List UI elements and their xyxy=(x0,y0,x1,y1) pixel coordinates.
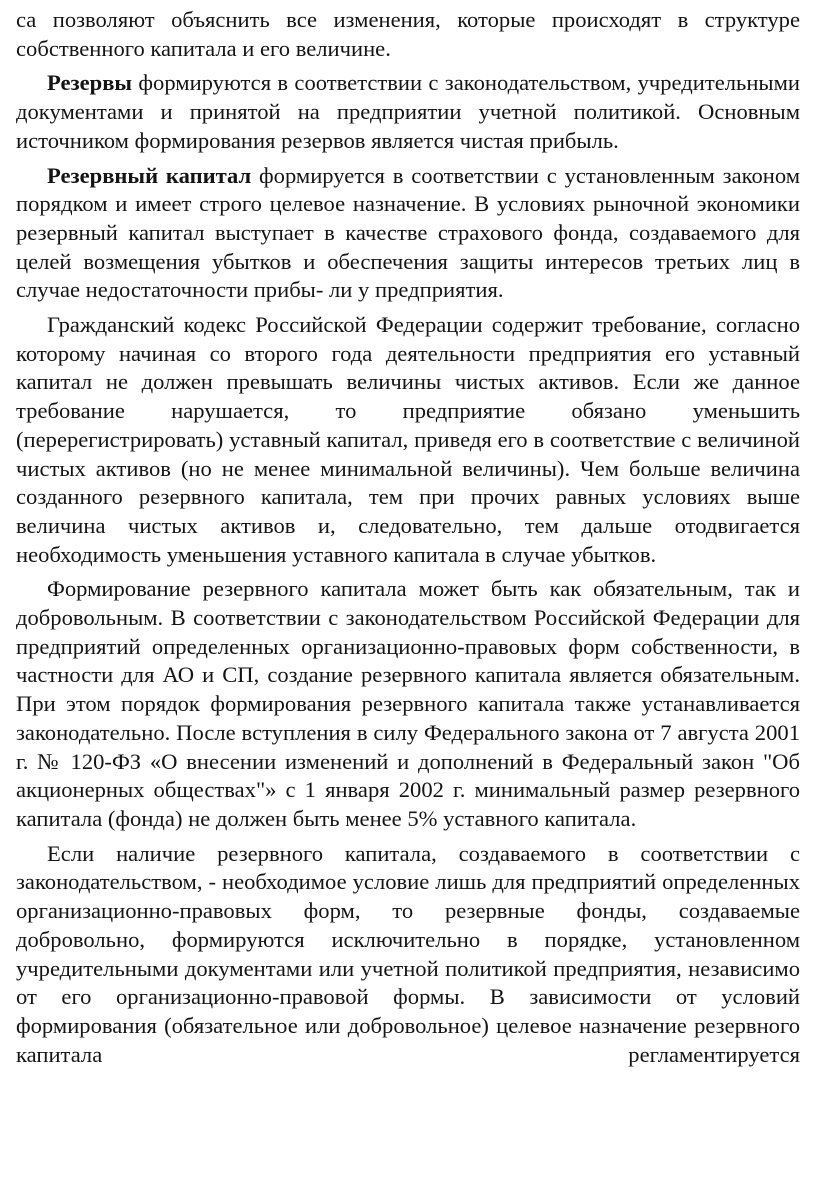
paragraph-text: Формирование резервного капитала может быть как обязательным, так и добровольным. В соответствии с законодательством Российской Федерации для предприятий определенных организационно-правовых форм собственности, в частности для АО и СП, создание резервного капитала является обязательным. При этом порядок формирования резервного капитала также устанавливается законодательно. После вступления в силу Федерального закона от 7 августа 2001 г. № 120-ФЗ «О внесении изменений и дополнений в Федеральный закон "Об акционерных обществах"» с 1 января 2002 г. минимальный размер резервного капитала (фонда) не должен быть менее 5% уставного капитала. xyxy=(16,576,800,831)
paragraph-voluntary-funds xyxy=(16,840,800,1070)
paragraph-reserves xyxy=(16,69,800,155)
paragraph-text: Если наличие резервного капитала, создаваемого в соответствии с законодательством, - необходимое условие лишь для предприятий определенных организационно-правовых форм, то резервные фонды, создаваемые добровольно, формируются исключительно в порядке, установленном учредительными документами или учетной политикой предприятия, независимо от его организационно-правовой формы. В зависимости от условий формирования (обязательное или добровольное) целевое назначение резервного капитала регламентируется xyxy=(16,840,800,1067)
paragraph-reserve-capital xyxy=(16,162,800,306)
term-reserves: Резервы xyxy=(47,70,133,96)
paragraph-text: формируется в соответствии с установленным законом порядком и имеет строго целевое назначение. В условиях рыночной экономики резервный капитал выступает в качестве страхового фонда, создаваемого для целей возмещения убытков и обеспечения защиты интересов третьих лиц в случае недостаточности прибы- ли у предприятия. xyxy=(16,162,800,303)
paragraph-continuation xyxy=(16,6,800,63)
paragraph-civil-code xyxy=(16,311,800,569)
paragraph-text: са позволяют объяснить все изменения, которые происходят в структуре собственного капитала и его величине. xyxy=(16,7,800,61)
term-reserve-capital: Резервный капитал xyxy=(47,162,252,188)
paragraph-text: Гражданский кодекс Российской Федерации содержит требование, согласно которому начиная со второго года деятельности предприятия его уставный капитал не должен превышать величины чистых активов. Если же данное требование нарушается, то предприятие обязано уменьшить (перерегистрировать) уставный капитал, приведя его в соответствие с величиной чистых активов (но не менее минимальной величины). Чем больше величина созданного резервного капитала, тем при прочих равных условиях выше величина чистых активов и, следовательно, тем дальше отодвигается необходимость уменьшения уставного капитала в случае убытков. xyxy=(16,312,800,567)
document-page xyxy=(16,6,800,1075)
paragraph-text: формируются в соответствии с законодательством, учредительными документами и принятой на предприятии учетной политикой. Основным источником формирования резервов является чистая прибыль. xyxy=(16,70,800,153)
paragraph-formation xyxy=(16,575,800,833)
